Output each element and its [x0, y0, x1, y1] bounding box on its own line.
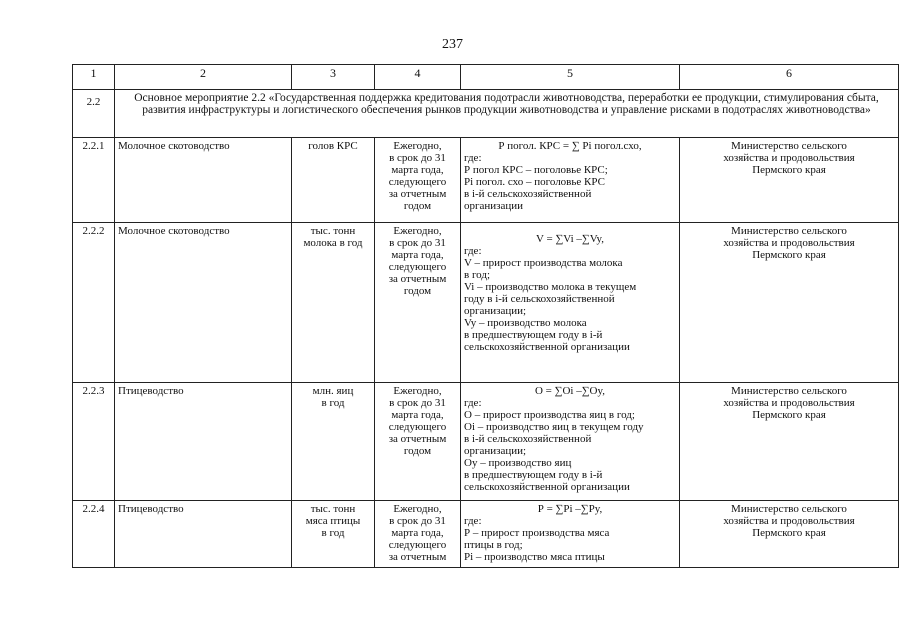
page-number: 237: [442, 37, 463, 52]
row-id: 2.2.4: [73, 501, 115, 568]
header-cell: 6: [680, 65, 899, 90]
row-name: Молочное скотоводство: [115, 138, 292, 223]
table-row: [73, 501, 899, 568]
table-row: [73, 223, 899, 383]
table-row: [73, 138, 899, 223]
section-title: Основное мероприятие 2.2 «Государственная поддержка кредитования подотрасли животноводства, переработки ее продукции, стимулирования сбыта, развития инфраструктуры и логистического обеспечения рынков продукции животноводства и управление рисками в подотраслях животноводства»: [115, 90, 899, 138]
row-formula: О = ∑Оi –∑Оy, где: О – прирост производства яиц в год; Оi – производство яиц в текущем году в i-й сельскохозяйственной организации; Оy – производство яиц в предшествующем году в i-й сельскохозяйственной организации: [461, 383, 680, 501]
row-responsible: Министерство сельского хозяйства и продовольствия Пермского края: [680, 383, 899, 501]
row-responsible: Министерство сельского хозяйства и продовольствия Пермского края: [680, 223, 899, 383]
formula-head: Р погол. КРС = ∑ Рi погол.схо,: [498, 140, 642, 152]
formula-head: V = ∑Vi –∑Vy,: [536, 233, 604, 245]
row-unit: тыс. тонн мяса птицы в год: [292, 501, 375, 568]
row-id: 2.2.2: [73, 223, 115, 383]
row-responsible: Министерство сельского хозяйства и продовольствия Пермского края: [680, 501, 899, 568]
row-period: Ежегодно, в срок до 31 марта года, следующего за отчетным годом: [375, 138, 461, 223]
row-name: Птицеводство: [115, 501, 292, 568]
row-period: Ежегодно, в срок до 31 марта года, следующего за отчетным годом: [375, 383, 461, 501]
row-name: Молочное скотоводство: [115, 223, 292, 383]
row-unit: млн. яиц в год: [292, 383, 375, 501]
row-formula: V = ∑Vi –∑Vy, где: V – прирост производства молока в год; Vi – производство молока в текущем году в i-й сельскохозяйственной организации; Vy – производство молока в предшествующем году в i-й сельскохозяйственной организации: [461, 223, 680, 383]
section-id: 2.2: [73, 90, 115, 138]
row-id: 2.2.3: [73, 383, 115, 501]
indicators-table: [72, 64, 899, 568]
header-cell: 5: [461, 65, 680, 90]
row-period: Ежегодно, в срок до 31 марта года, следующего за отчетным годом: [375, 223, 461, 383]
formula-head: Р = ∑Рi –∑Рy,: [537, 503, 603, 515]
row-period: Ежегодно, в срок до 31 марта года, следующего за отчетным: [375, 501, 461, 568]
formula-head: О = ∑Оi –∑Оy,: [534, 385, 606, 397]
row-responsible: Министерство сельского хозяйства и продовольствия Пермского края: [680, 138, 899, 223]
header-cell: 3: [292, 65, 375, 90]
header-row: [73, 65, 899, 90]
row-id: 2.2.1: [73, 138, 115, 223]
table-row: [73, 383, 899, 501]
row-name: Птицеводство: [115, 383, 292, 501]
header-cell: 4: [375, 65, 461, 90]
row-unit: тыс. тонн молока в год: [292, 223, 375, 383]
section-row: [73, 90, 899, 138]
row-formula: Р = ∑Рi –∑Рy, где: Р – прирост производства мяса птицы в год; Рi – производство мяса птицы: [461, 501, 680, 568]
header-cell: 2: [115, 65, 292, 90]
row-unit: голов КРС: [292, 138, 375, 223]
header-cell: 1: [73, 65, 115, 90]
row-formula: Р погол. КРС = ∑ Рi погол.схо, где: Р погол КРС – поголовье КРС; Рi погол. схо – поголовье КРС в i-й сельскохозяйственной организации: [461, 138, 680, 223]
